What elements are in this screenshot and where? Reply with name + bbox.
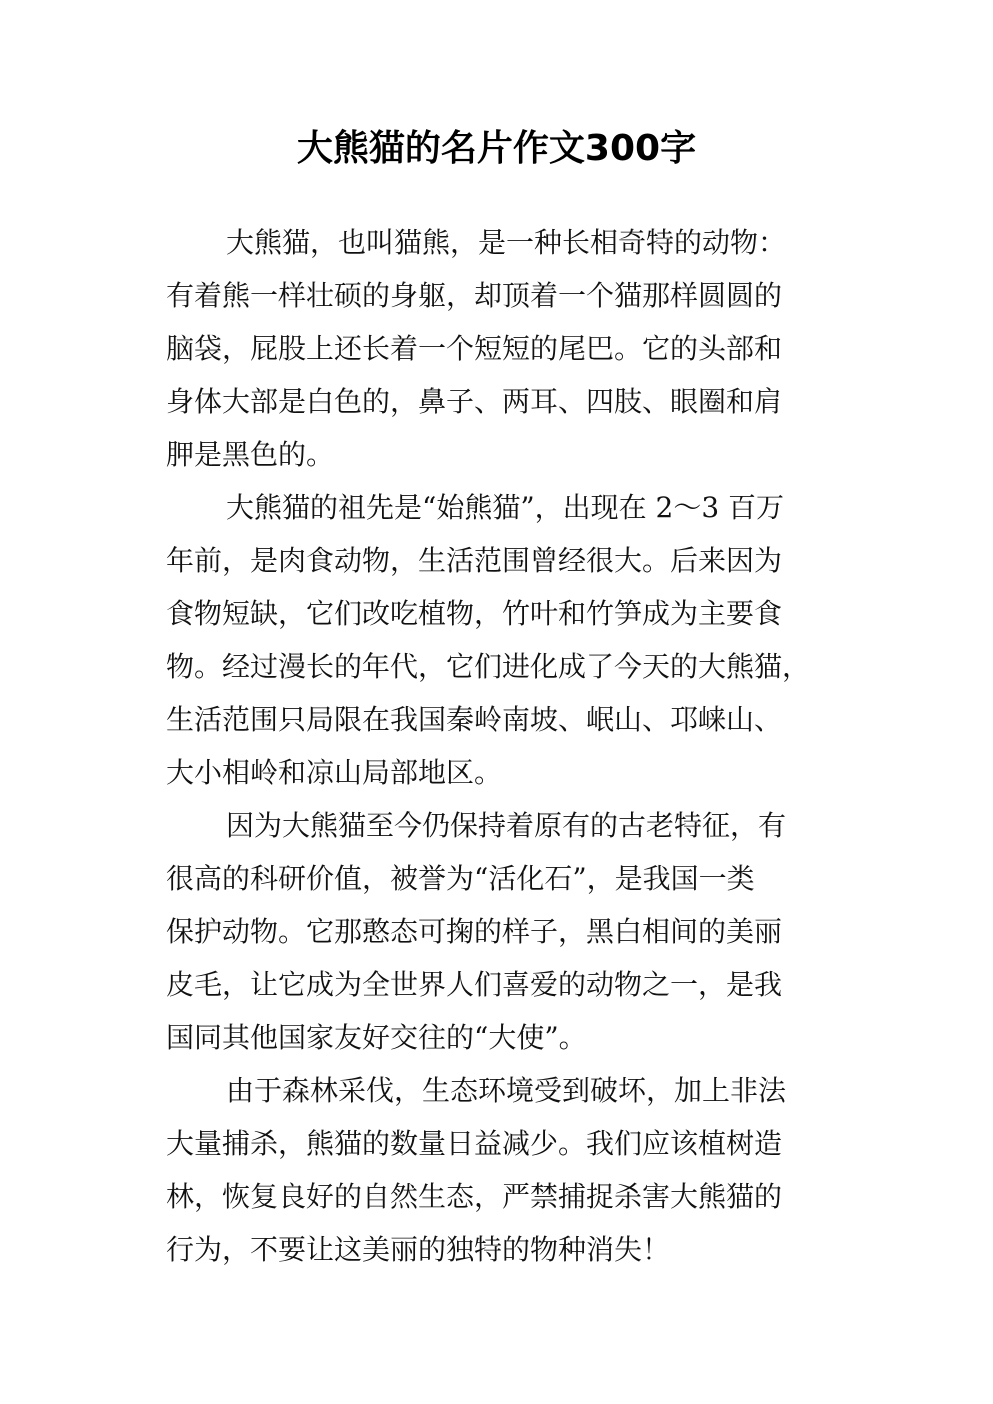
text-line: 食物短缺，它们改吃植物，竹叶和竹笋成为主要食 bbox=[166, 597, 783, 630]
text-line: 由于森林采伐，生态环境受到破坏，加上非法 bbox=[226, 1074, 787, 1107]
text-line: 大熊猫的祖先是“始熊猫”，出现在 2～3 百万 bbox=[226, 491, 785, 524]
text-line: 生活范围只局限在我国秦岭南坡、岷山、邛崃山、 bbox=[166, 703, 783, 736]
text-line: 大量捕杀，熊猫的数量日益减少。我们应该植树造 bbox=[166, 1127, 783, 1160]
text-line: 行为，不要让这美丽的独特的物种消失！ bbox=[166, 1233, 671, 1266]
text-line: 保护动物。它那憨态可掬的样子，黑白相间的美丽 bbox=[166, 915, 783, 948]
text-line: 身体大部是白色的，鼻子、两耳、四肢、眼圈和肩 bbox=[166, 385, 783, 418]
text-line: 因为大熊猫至今仍保持着原有的古老特征，有 bbox=[226, 809, 787, 842]
text-line: 林，恢复良好的自然生态，严禁捕捉杀害大熊猫的 bbox=[166, 1180, 783, 1213]
document-body bbox=[166, 216, 866, 1276]
text-line: 大小相岭和凉山局部地区。 bbox=[166, 756, 503, 789]
text-line: 国同其他国家友好交往的“大使”。 bbox=[166, 1021, 587, 1054]
text-line: 胛是黑色的。 bbox=[166, 438, 335, 471]
text-line: 有着熊一样壮硕的身躯，却顶着一个猫那样圆圆的 bbox=[166, 279, 783, 312]
text-line: 很高的科研价值，被誉为“活化石”，是我国一类 bbox=[166, 862, 755, 895]
text-line: 皮毛，让它成为全世界人们喜爱的动物之一，是我 bbox=[166, 968, 783, 1001]
text-line: 年前，是肉食动物，生活范围曾经很大。后来因为 bbox=[166, 544, 783, 577]
document-title: 大熊猫的名片作文300字 bbox=[296, 128, 697, 169]
text-line: 大熊猫，也叫猫熊，是一种长相奇特的动物： bbox=[226, 226, 787, 259]
text-line: 脑袋，屁股上还长着一个短短的尾巴。它的头部和 bbox=[166, 332, 783, 365]
text-line: 物。经过漫长的年代，它们进化成了今天的大熊猫， bbox=[166, 650, 811, 683]
